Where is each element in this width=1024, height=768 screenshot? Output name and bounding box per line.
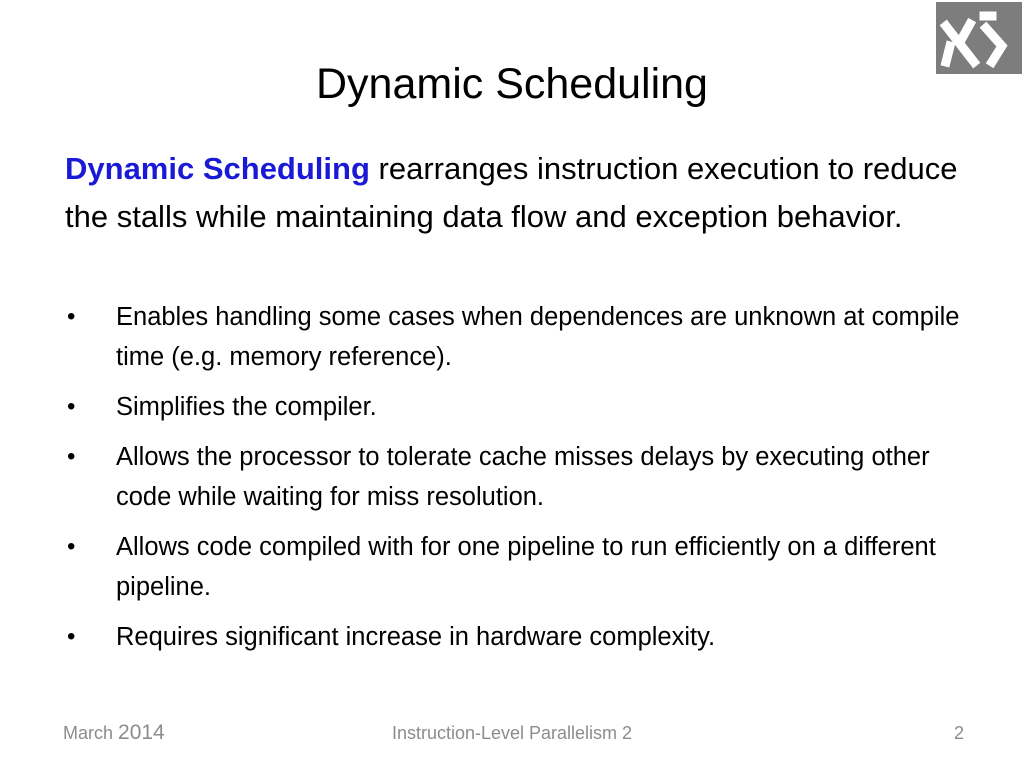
- footer-year: 2014: [118, 721, 165, 744]
- bullet-dot: •: [67, 533, 76, 560]
- bullet-text: Requires significant increase in hardware complexity.: [116, 623, 716, 651]
- footer-title: Instruction-Level Parallelism 2: [391, 723, 633, 743]
- bullet-dot: •: [67, 623, 76, 650]
- bullet-text: Simplifies the compiler.: [116, 393, 377, 421]
- slide-title: Dynamic Scheduling: [316, 60, 708, 108]
- bullet-item: [65, 297, 965, 377]
- intro-text: rearranges instruction execution to reduce the stalls while maintaining data flow and exception behavior.: [65, 151, 958, 234]
- intro-keyword: Dynamic Scheduling: [65, 151, 370, 186]
- bullet-text: Enables handling some cases when dependences are unknown at compile time (e.g. memory reference).: [116, 303, 960, 371]
- bullet-dot: •: [67, 393, 76, 420]
- bullet-list: [65, 297, 965, 667]
- bullet-text: Allows code compiled with for one pipeline to run efficiently on a different pipeline.: [116, 533, 936, 601]
- bullet-item: [65, 387, 965, 427]
- bullet-dot: •: [67, 303, 76, 330]
- bullet-item: [65, 437, 965, 517]
- bullet-text: Allows the processor to tolerate cache misses delays by executing other code while waiting for miss resolution.: [116, 443, 930, 511]
- bullet-item: [65, 527, 965, 607]
- bullet-dot: •: [67, 443, 76, 470]
- page-number: 2: [953, 723, 964, 743]
- footer-month: March: [63, 723, 119, 743]
- bullet-item: [65, 617, 965, 657]
- intro-paragraph: [65, 145, 965, 241]
